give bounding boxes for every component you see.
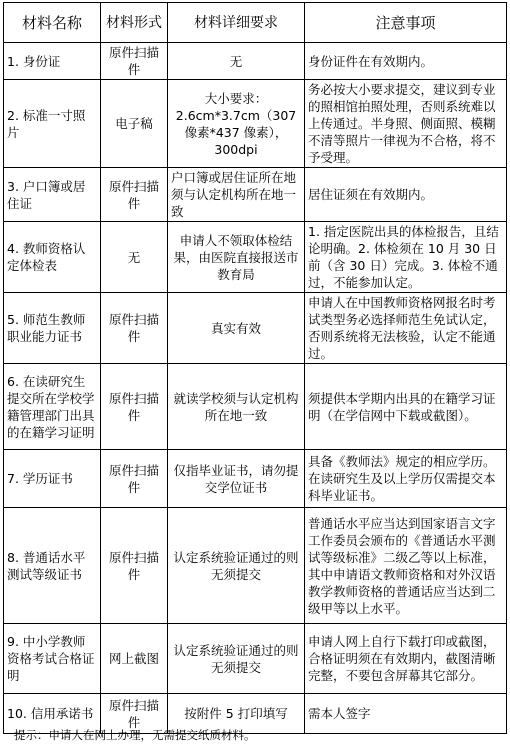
table-row bbox=[4, 624, 507, 694]
material-notes: 申请人在中国教师资格网报名时考试类型务必选择师范生免试认定，否则系统将无法核验，认定不能通过。 bbox=[305, 293, 507, 364]
material-form: 原件扫描件 bbox=[101, 364, 168, 450]
material-detail: 大小要求：2.6cm*3.7cm（307 像素*437 像素），300dpi bbox=[168, 80, 305, 168]
header-material-name: 材料名称 bbox=[4, 3, 101, 43]
material-form: 无 bbox=[101, 222, 168, 293]
material-name: 2. 标准一寸照片 bbox=[4, 80, 101, 168]
material-form: 原件扫描件 bbox=[101, 508, 168, 624]
material-detail: 无 bbox=[168, 43, 305, 80]
material-notes: 1. 指定医院出具的体检报告，且结论明确。2. 体检须在 10 月 30 日前（含 30 日）完成。3. 体检不通过，不能参加认定。 bbox=[305, 222, 507, 293]
material-name: 7. 学历证书 bbox=[4, 450, 101, 508]
material-form: 原件扫描件 bbox=[101, 450, 168, 508]
header-notes: 注意事项 bbox=[305, 3, 507, 43]
table-row bbox=[4, 43, 507, 80]
footnote: 提示：申请人在网上办理，无需提交纸质材料。 bbox=[14, 728, 256, 742]
header-material-form: 材料形式 bbox=[101, 3, 168, 43]
material-notes: 申请人网上自行下载打印或截图，合格证明须在有效期内，截图清晰完整，不要包含屏幕其它部分。 bbox=[305, 624, 507, 694]
material-name: 10. 信用承诺书 bbox=[4, 694, 101, 734]
table-row bbox=[4, 80, 507, 168]
material-name: 5. 师范生教师职业能力证书 bbox=[4, 293, 101, 364]
material-name: 9. 中小学教师资格考试合格证明 bbox=[4, 624, 101, 694]
material-form: 原件扫描件 bbox=[101, 293, 168, 364]
material-detail: 就读学校须与认定机构所在地一致 bbox=[168, 364, 305, 450]
material-notes: 具备《教师法》规定的相应学历。在读研究生及以上学历仅需提交本科毕业证书。 bbox=[305, 450, 507, 508]
table-row bbox=[4, 508, 507, 624]
header-material-detail: 材料详细要求 bbox=[168, 3, 305, 43]
table-row bbox=[4, 293, 507, 364]
materials-table bbox=[3, 2, 507, 734]
material-name: 8. 普通话水平测试等级证书 bbox=[4, 508, 101, 624]
material-detail: 真实有效 bbox=[168, 293, 305, 364]
material-name: 1. 身份证 bbox=[4, 43, 101, 80]
material-notes: 身份证件在有效期内。 bbox=[305, 43, 507, 80]
material-form: 原件扫描件 bbox=[101, 43, 168, 80]
table-row bbox=[4, 450, 507, 508]
material-detail: 仅指毕业证书，请勿提交学位证书 bbox=[168, 450, 305, 508]
material-detail: 认定系统验证通过的则无须提交 bbox=[168, 508, 305, 624]
material-name: 6. 在读研究生提交所在学校学籍管理部门出具的在籍学习证明 bbox=[4, 364, 101, 450]
material-form: 网上截图 bbox=[101, 624, 168, 694]
table-row bbox=[4, 222, 507, 293]
material-detail: 户口簿或居住证所在地须与认定机构所在地一致 bbox=[168, 168, 305, 222]
table-row bbox=[4, 168, 507, 222]
material-name: 3. 户口簿或居住证 bbox=[4, 168, 101, 222]
material-notes: 普通话水平应当达到国家语言文字工作委员会颁布的《普通话水平测试等级标准》二级乙等以上标准，其中申请语文教师资格和对外汉语教学教师资格的普通话应当达到二级甲等以上水平。 bbox=[305, 508, 507, 624]
material-notes: 须提供本学期内出具的在籍学习证明（在学信网中下载或截图）。 bbox=[305, 364, 507, 450]
material-form: 原件扫描件 bbox=[101, 168, 168, 222]
material-notes: 居住证须在有效期内。 bbox=[305, 168, 507, 222]
material-name: 4. 教师资格认定体检表 bbox=[4, 222, 101, 293]
material-detail: 按附件 5 打印填写 bbox=[168, 694, 305, 734]
material-form: 电子稿 bbox=[101, 80, 168, 168]
table-row bbox=[4, 364, 507, 450]
material-notes: 需本人签字 bbox=[305, 694, 507, 734]
table-header-row bbox=[4, 3, 507, 43]
material-form: 原件扫描件 bbox=[101, 694, 168, 734]
material-notes: 务必按大小要求提交，建议到专业的照相馆拍照处理，否则系统难以上传通过。半身照、侧面照、模糊不清等照片一律视为不合格，将不予受理。 bbox=[305, 80, 507, 168]
material-detail: 申请人不领取体检结果，由医院直接报送市教育局 bbox=[168, 222, 305, 293]
material-detail: 认定系统验证通过的则无须提交 bbox=[168, 624, 305, 694]
